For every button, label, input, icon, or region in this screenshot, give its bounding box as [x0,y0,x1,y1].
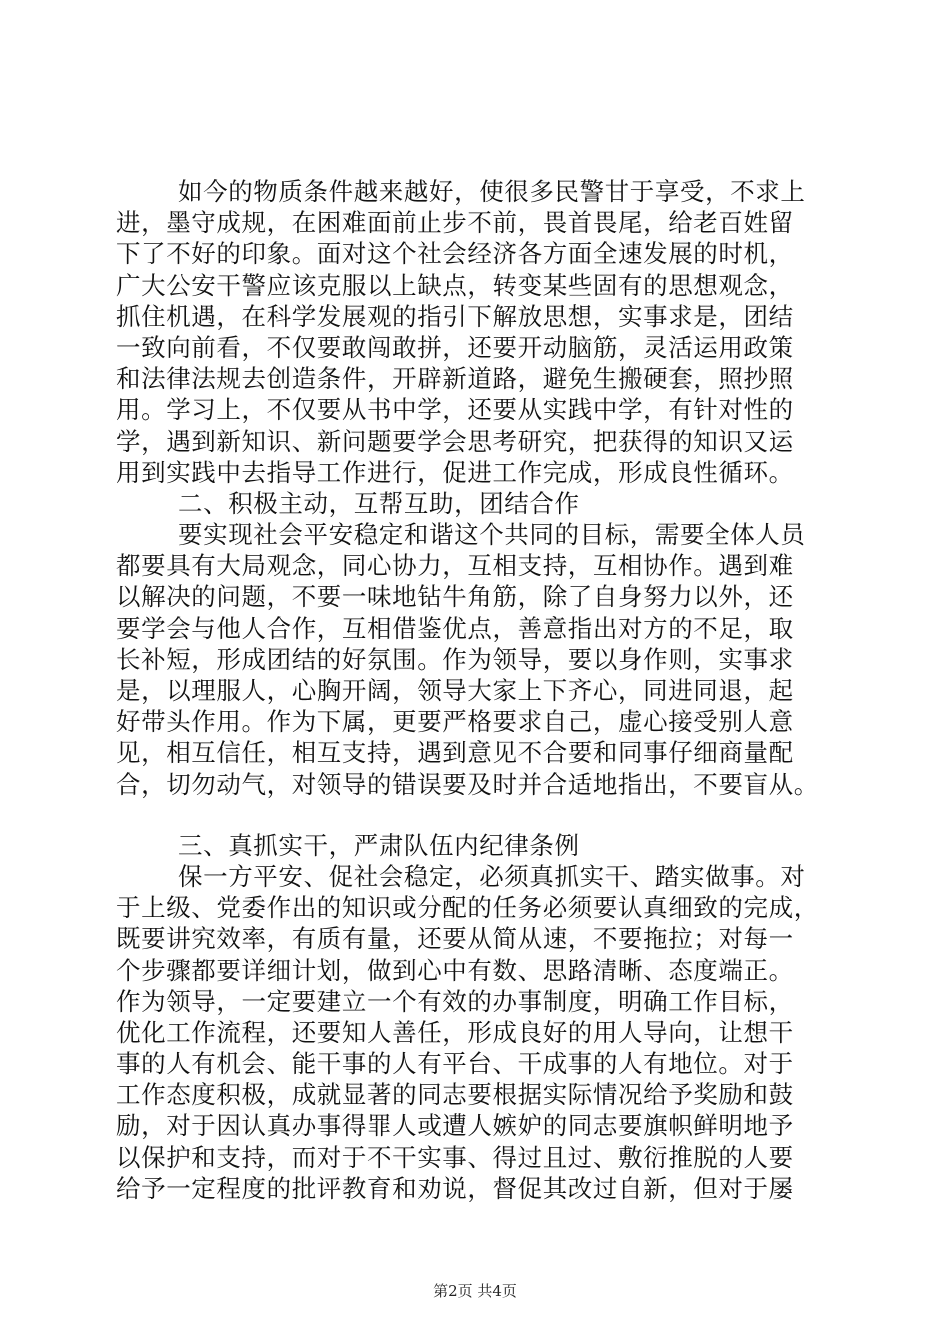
document-body [116,176,836,1204]
text-line: 合，切勿动气，对领导的错误要及时并合适地指出，不要盲从。 [116,769,819,799]
text-line: 都要具有大局观念，同心协力，互相支持，互相协作。遇到难 [116,551,794,581]
text-line: 好带头作用。作为下属，更要严格要求自己，虚心接受别人意 [116,707,794,737]
text-line: 作为领导，一定要建立一个有效的办事制度，明确工作目标， [116,986,794,1016]
text-line: 工作态度积极，成就显著的同志要根据实际情况给予奖励和鼓 [116,1080,794,1110]
text-line: 以解决的问题，不要一味地钻牛角筋，除了自身努力以外，还 [116,582,794,612]
paragraph-2 [116,519,836,800]
text-line: 见，相互信任，相互支持，遇到意见不合要和同事仔细商量配 [116,738,794,768]
text-line: 励，对于因认真办事得罪人或遭人嫉妒的同志要旗帜鲜明地予 [116,1111,794,1141]
text-line: 一致向前看，不仅要敢闯敢拼，还要开动脑筋，灵活运用政策 [116,332,794,362]
page-footer: 第2页 共4页 [433,1282,517,1300]
paragraph-spacer [116,800,836,830]
text-line: 要实现社会平安稳定和谐这个共同的目标，需要全体人员 [178,520,806,550]
text-line: 用到实践中去指导工作进行，促进工作完成，形成良性循环。 [116,457,794,487]
text-line: 广大公安干警应该克服以上缺点，转变某些固有的思想观念， [116,270,794,300]
text-line: 抓住机遇，在科学发展观的指引下解放思想，实事求是，团结 [116,301,794,331]
text-line: 优化工作流程，还要知人善任，形成良好的用人导向，让想干 [116,1017,794,1047]
text-line: 下了不好的印象。面对这个社会经济各方面全速发展的时机， [116,239,794,269]
paragraph-3 [116,861,836,1204]
text-line: 是，以理服人，心胸开阔，领导大家上下齐心，同进同退，起 [116,676,794,705]
section-heading-3: 三、真抓实干，严肃队伍内纪律条例 [178,830,580,860]
text-line: 和法律法规去创造条件，开辟新道路，避免生搬硬套，照抄照 [116,364,794,394]
paragraph-1 [116,176,836,488]
text-line: 以保护和支持，而对于不干实事、得过且过、敷衍推脱的人要 [116,1142,794,1172]
text-line: 要学会与他人合作，互相借鉴优点，善意指出对方的不足，取 [116,613,794,643]
text-line: 保一方平安、促社会稳定，必须真抓实干、踏实做事。对 [178,861,806,891]
section-heading-2: 二、积极主动，互帮互助，团结合作 [178,488,580,518]
text-line: 事的人有机会、能干事的人有平台、干成事的人有地位。对于 [116,1049,794,1079]
text-line: 个步骤都要详细计划，做到心中有数、思路清晰、态度端正。 [116,955,794,985]
text-line: 进，墨守成规，在困难面前止步不前，畏首畏尾，给老百姓留 [116,208,794,238]
text-line: 如今的物质条件越来越好，使很多民警甘于享受，不求上 [178,177,806,206]
text-line: 给予一定程度的批评教育和劝说，督促其改过自新，但对于屡 [116,1173,794,1203]
text-line: 既要讲究效率，有质有量，还要从简从速，不要拖拉；对每一 [116,924,794,954]
text-line: 长补短，形成团结的好氛围。作为领导，要以身作则，实事求 [116,644,794,674]
text-line: 于上级、党委作出的知识或分配的任务必须要认真细致的完成， [116,893,819,923]
text-line: 学，遇到新知识、新问题要学会思考研究，把获得的知识又运 [116,426,794,456]
text-line: 用。学习上，不仅要从书中学，还要从实践中学，有针对性的 [116,395,794,425]
